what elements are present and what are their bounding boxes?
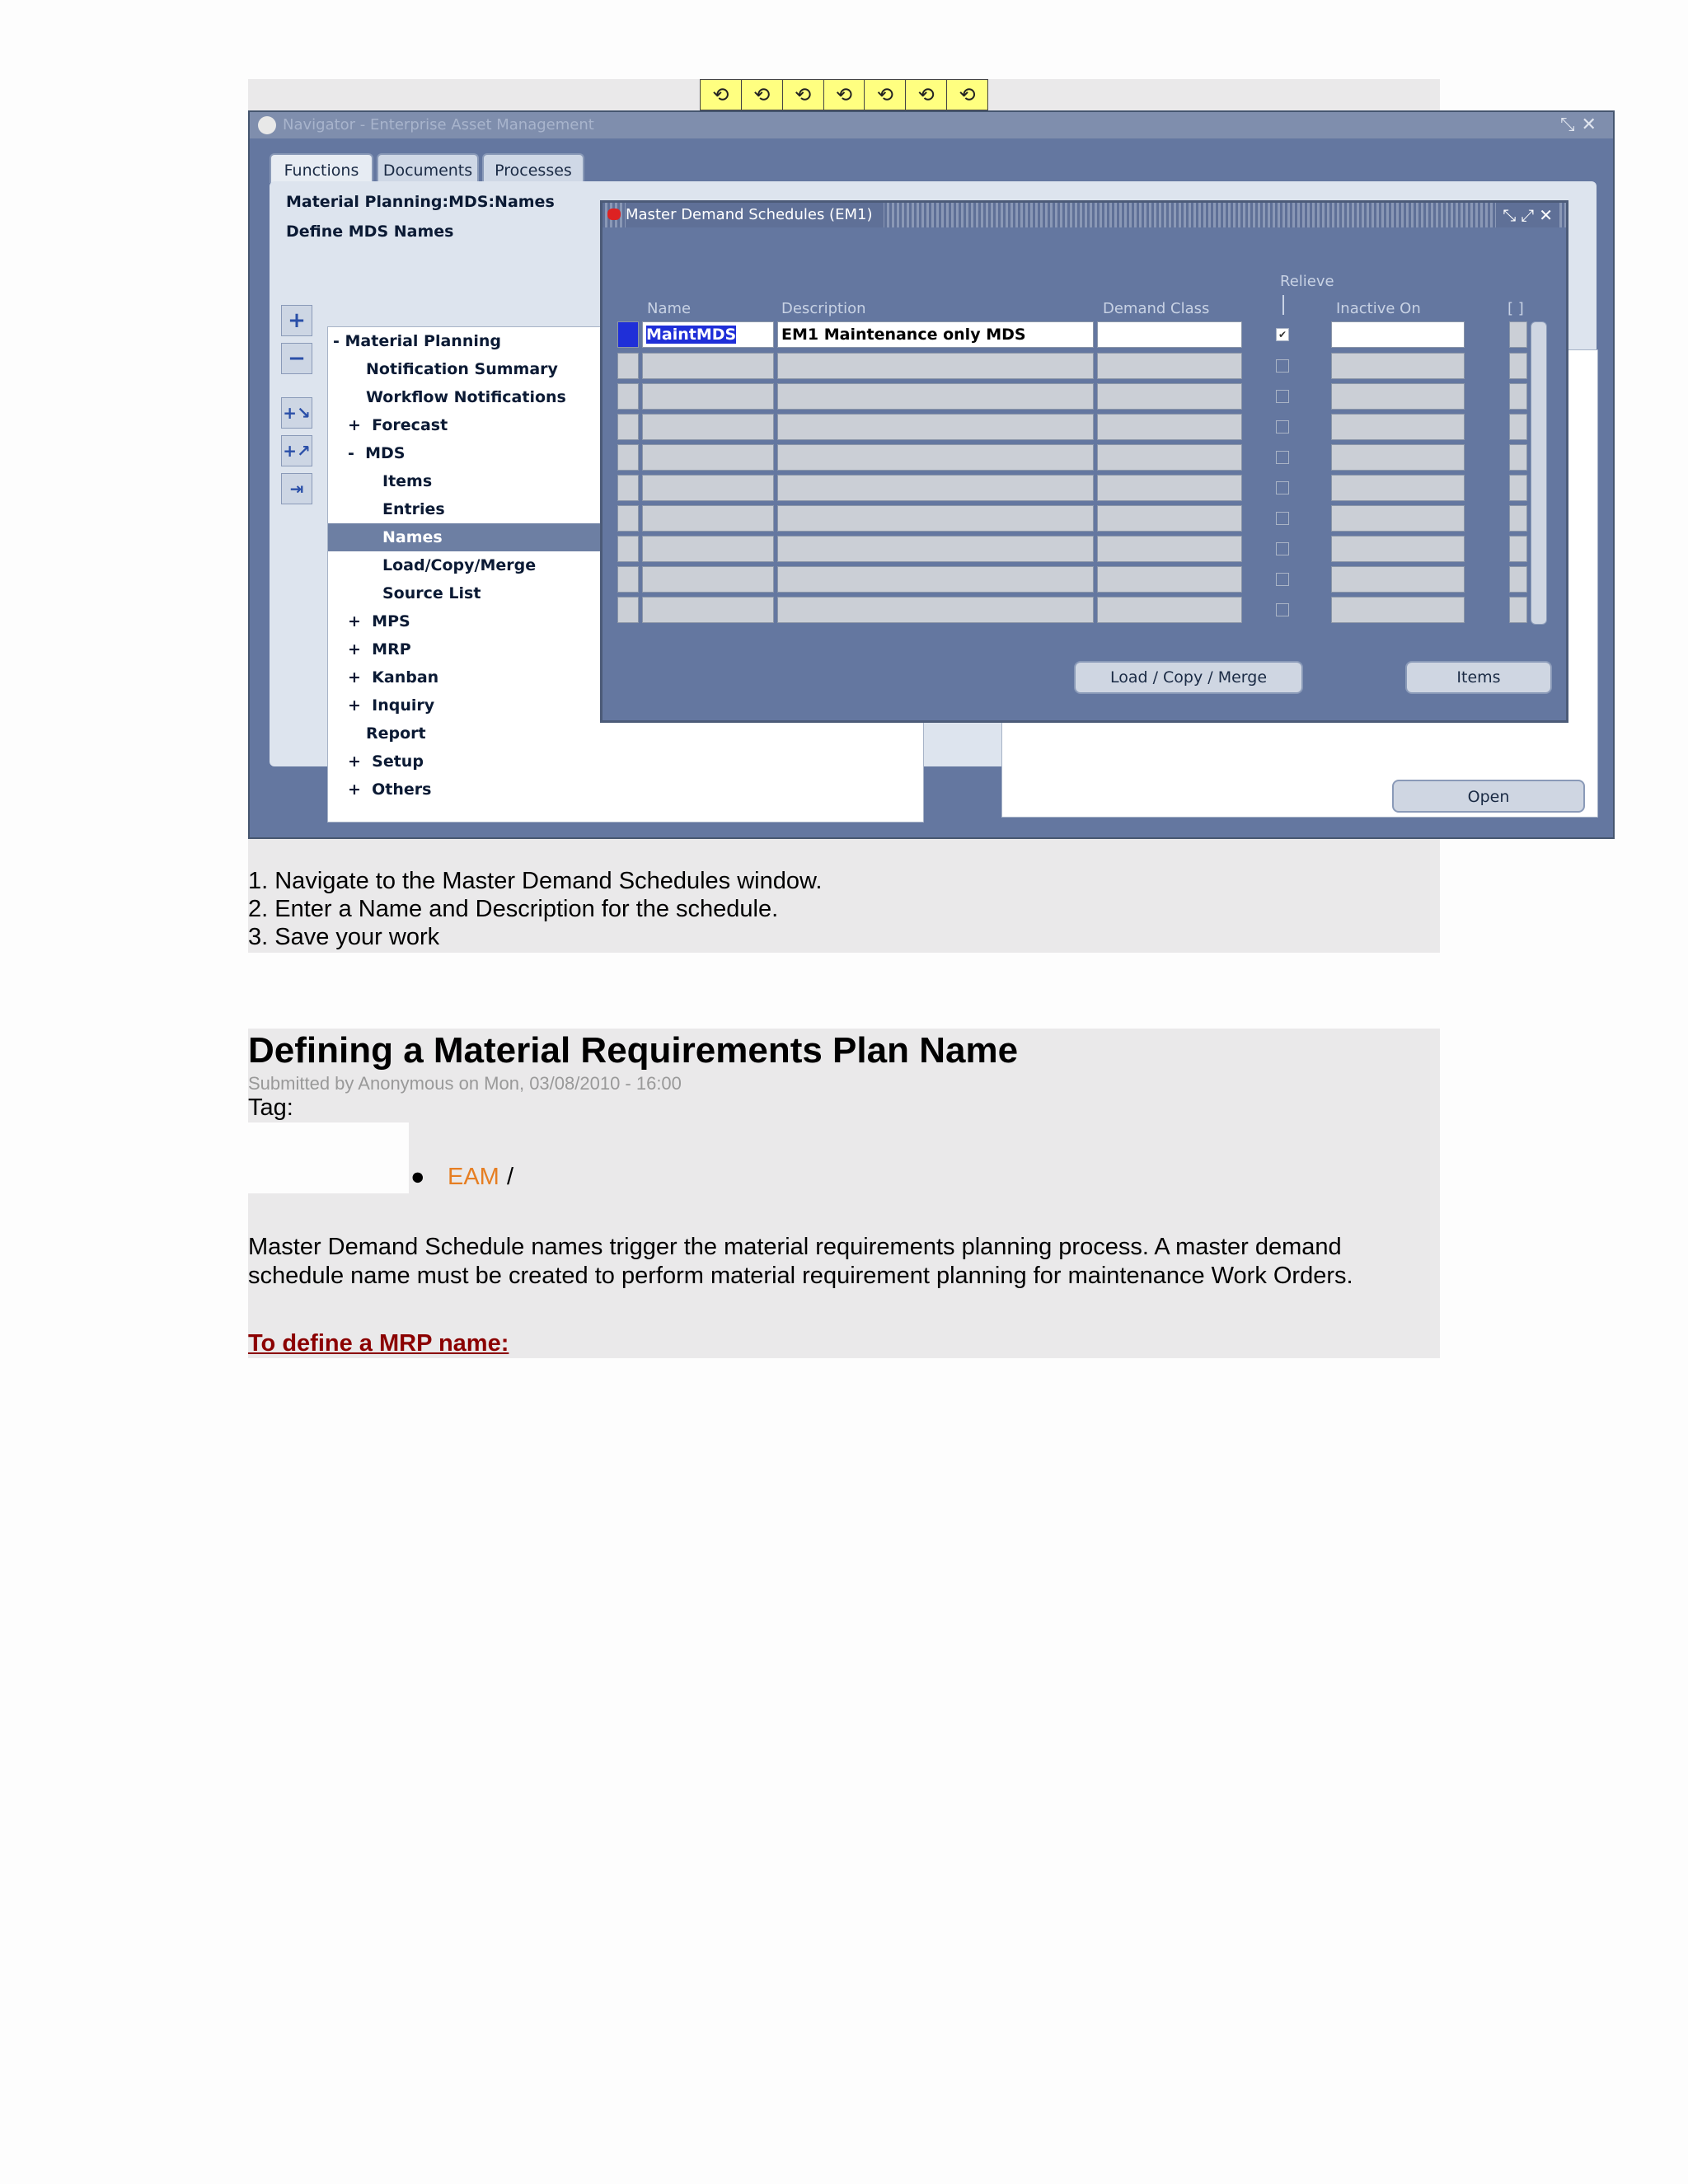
record-indicator[interactable] xyxy=(617,566,639,593)
tab-processes[interactable]: Processes xyxy=(482,153,584,183)
refresh-icon[interactable]: ⟲ xyxy=(783,80,824,110)
tree-item-report[interactable]: Report xyxy=(366,724,426,743)
article-meta: Submitted by Anonymous on Mon, 03/08/2010 - 16:00 xyxy=(248,1073,682,1094)
tab-documents[interactable]: Documents xyxy=(377,153,479,183)
record-indicator[interactable] xyxy=(617,597,639,623)
record-indicator[interactable] xyxy=(617,505,639,532)
mrp-subheading-link[interactable]: To define a MRP name: xyxy=(248,1330,509,1357)
inactive-on-field[interactable] xyxy=(1331,475,1465,501)
window-controls[interactable]: ⤡✕ xyxy=(1559,115,1603,135)
demand-class-field[interactable] xyxy=(1097,321,1242,348)
relieve-checkbox[interactable] xyxy=(1276,481,1289,494)
relieve-checkbox[interactable] xyxy=(1276,603,1289,616)
description-field[interactable] xyxy=(777,321,1094,348)
extra-field[interactable] xyxy=(1509,566,1527,593)
expand-all-button[interactable]: +↘ xyxy=(281,397,312,429)
relieve-checkbox[interactable] xyxy=(1276,390,1289,403)
extra-field[interactable] xyxy=(1509,597,1527,623)
tree-item-notification-summary[interactable]: Notification Summary xyxy=(366,360,558,378)
name-field[interactable] xyxy=(642,566,774,593)
inactive-on-field[interactable] xyxy=(1331,505,1465,532)
description-field[interactable] xyxy=(777,414,1094,440)
refresh-icon[interactable]: ⟲ xyxy=(959,83,976,106)
inactive-on-field[interactable] xyxy=(1331,444,1465,471)
toolbar-icon-strip xyxy=(700,79,988,110)
navigator-titlebar xyxy=(250,112,1613,138)
record-indicator[interactable] xyxy=(617,414,639,440)
col-demand-class-header: Demand Class xyxy=(1103,300,1210,317)
tag-label: Tag: xyxy=(248,1094,293,1121)
name-field[interactable] xyxy=(642,383,774,410)
tree-item-others[interactable]: + Others xyxy=(348,780,432,799)
description-field[interactable] xyxy=(777,475,1094,501)
step-3: 3. Save your work xyxy=(248,924,440,950)
open-button[interactable]: Open xyxy=(1392,780,1585,813)
tab-functions[interactable]: Functions xyxy=(270,153,373,183)
record-indicator[interactable] xyxy=(617,353,639,379)
name-field[interactable] xyxy=(642,321,774,348)
function-name: Define MDS Names xyxy=(286,223,454,241)
record-indicator[interactable] xyxy=(617,475,639,501)
tree-item-source-list[interactable]: Source List xyxy=(382,584,481,602)
collapse-button[interactable]: − xyxy=(281,343,312,374)
name-field[interactable] xyxy=(642,597,774,623)
extra-field[interactable] xyxy=(1509,353,1527,379)
relieve-checkbox[interactable] xyxy=(1276,512,1289,525)
col-name-header: Name xyxy=(647,300,692,317)
inactive-on-field[interactable] xyxy=(1331,536,1465,562)
refresh-icon[interactable]: ⟲ xyxy=(865,80,906,110)
tag-gutter xyxy=(248,1122,409,1193)
relieve-checkbox[interactable] xyxy=(1276,420,1289,434)
step-1: 1. Navigate to the Master Demand Schedules window. xyxy=(248,868,823,894)
relieve-checkbox[interactable] xyxy=(1276,542,1289,555)
demand-class-field[interactable] xyxy=(1097,383,1242,410)
relieve-checkbox[interactable] xyxy=(1276,359,1289,373)
description-field[interactable] xyxy=(777,353,1094,379)
name-field[interactable] xyxy=(642,414,774,440)
refresh-icon[interactable]: ⟲ xyxy=(824,80,865,110)
extra-field[interactable] xyxy=(1509,321,1527,348)
tree-item-mds[interactable]: - MDS xyxy=(348,444,406,462)
demand-class-field[interactable] xyxy=(1097,505,1242,532)
article-paragraph: Master Demand Schedule names trigger the material requirements planning process. A master demand schedule name must be created to perform material requirement planning for maintenance Work Orders. xyxy=(248,1234,1353,1289)
collapse-all-button[interactable]: +↗ xyxy=(281,435,312,466)
add-to-top-ten-button[interactable]: ⇥ xyxy=(281,473,312,504)
refresh-icon[interactable]: ⟲ xyxy=(701,80,742,110)
step-2: 2. Enter a Name and Description for the schedule. xyxy=(248,896,779,922)
demand-class-field[interactable] xyxy=(1097,536,1242,562)
tree-item-kanban[interactable]: + Kanban xyxy=(348,668,439,687)
relieve-checkbox[interactable] xyxy=(1276,573,1289,586)
extra-field[interactable] xyxy=(1509,444,1527,471)
refresh-icon[interactable]: ⟲ xyxy=(742,80,783,110)
extra-field[interactable] xyxy=(1509,414,1527,440)
inactive-on-field[interactable] xyxy=(1331,353,1465,379)
oracle-icon xyxy=(607,209,621,220)
name-field[interactable] xyxy=(642,444,774,471)
tree-item-load-copy-merge[interactable]: Load/Copy/Merge xyxy=(382,556,537,574)
tag-link-eam[interactable]: EAM xyxy=(448,1164,499,1190)
extra-field[interactable] xyxy=(1509,475,1527,501)
tree-item-inquiry[interactable]: + Inquiry xyxy=(348,696,435,715)
mds-window xyxy=(600,200,1568,723)
col-inactive-on-header: Inactive On xyxy=(1336,300,1421,317)
inactive-on-field[interactable] xyxy=(1331,414,1465,440)
description-field[interactable] xyxy=(777,383,1094,410)
article-title: Defining a Material Requirements Plan Name xyxy=(248,1030,1019,1071)
tree-item-mrp[interactable]: + MRP xyxy=(348,640,411,658)
description-field[interactable] xyxy=(777,505,1094,532)
description-field[interactable] xyxy=(777,444,1094,471)
col-description-header: Description xyxy=(781,300,866,317)
tree-item-setup[interactable]: + Setup xyxy=(348,752,424,771)
name-field[interactable] xyxy=(642,475,774,501)
inactive-on-field[interactable] xyxy=(1331,597,1465,623)
relieve-label: Relieve xyxy=(1280,273,1334,290)
name-field[interactable] xyxy=(642,536,774,562)
demand-class-field[interactable] xyxy=(1097,597,1242,623)
col-extra-header: [ ] xyxy=(1507,300,1524,317)
description-value: EM1 Maintenance only MDS xyxy=(781,326,1026,344)
tag-separator: / xyxy=(507,1164,514,1190)
tree-item-items[interactable]: Items xyxy=(382,472,433,490)
tree-item-names-selected[interactable]: Names xyxy=(328,523,600,551)
window-controls[interactable]: ⤡⤢✕ xyxy=(1496,203,1558,227)
mds-titlebar xyxy=(603,203,1566,227)
demand-class-field[interactable] xyxy=(1097,566,1242,593)
relieve-divider xyxy=(1282,295,1284,315)
relieve-checkbox[interactable]: ✔ xyxy=(1276,328,1289,341)
app-logo-icon xyxy=(258,116,276,134)
tree-item-mps[interactable]: + MPS xyxy=(348,612,410,630)
tree-item-entries[interactable]: Entries xyxy=(382,500,445,518)
record-indicator[interactable] xyxy=(617,444,639,471)
demand-class-field[interactable] xyxy=(1097,353,1242,379)
expand-button[interactable]: + xyxy=(281,305,312,336)
extra-field[interactable] xyxy=(1509,505,1527,532)
relieve-checkbox[interactable] xyxy=(1276,451,1289,464)
name-field[interactable] xyxy=(642,505,774,532)
extra-field[interactable] xyxy=(1509,536,1527,562)
refresh-icon[interactable]: ⟲ xyxy=(906,80,947,110)
tree-item-workflow-notifications[interactable]: Workflow Notifications xyxy=(366,388,566,406)
breadcrumb: Material Planning:MDS:Names xyxy=(286,193,555,211)
load-copy-merge-button[interactable]: Load / Copy / Merge xyxy=(1074,661,1303,694)
record-indicator[interactable] xyxy=(617,536,639,562)
description-field[interactable] xyxy=(777,536,1094,562)
demand-class-field[interactable] xyxy=(1097,414,1242,440)
inactive-on-field[interactable] xyxy=(1331,383,1465,410)
description-field[interactable] xyxy=(777,597,1094,623)
extra-field[interactable] xyxy=(1509,383,1527,410)
inactive-on-field[interactable] xyxy=(1331,321,1465,348)
name-value: MaintMDS xyxy=(646,326,737,344)
tree-item-forecast[interactable]: + Forecast xyxy=(348,416,448,434)
vertical-scrollbar[interactable] xyxy=(1531,321,1547,625)
demand-class-field[interactable] xyxy=(1097,475,1242,501)
inactive-on-field[interactable] xyxy=(1331,566,1465,593)
name-field[interactable] xyxy=(642,353,774,379)
record-indicator[interactable] xyxy=(617,321,639,348)
bullet-icon: ● xyxy=(410,1164,425,1190)
tree-item-material-planning[interactable]: - Material Planning xyxy=(333,332,501,350)
navigator-title: Navigator - Enterprise Asset Management xyxy=(283,116,594,134)
demand-class-field[interactable] xyxy=(1097,444,1242,471)
mds-title: Master Demand Schedules (EM1) xyxy=(626,203,884,227)
items-button[interactable]: Items xyxy=(1405,661,1552,694)
description-field[interactable] xyxy=(777,566,1094,593)
record-indicator[interactable] xyxy=(617,383,639,410)
